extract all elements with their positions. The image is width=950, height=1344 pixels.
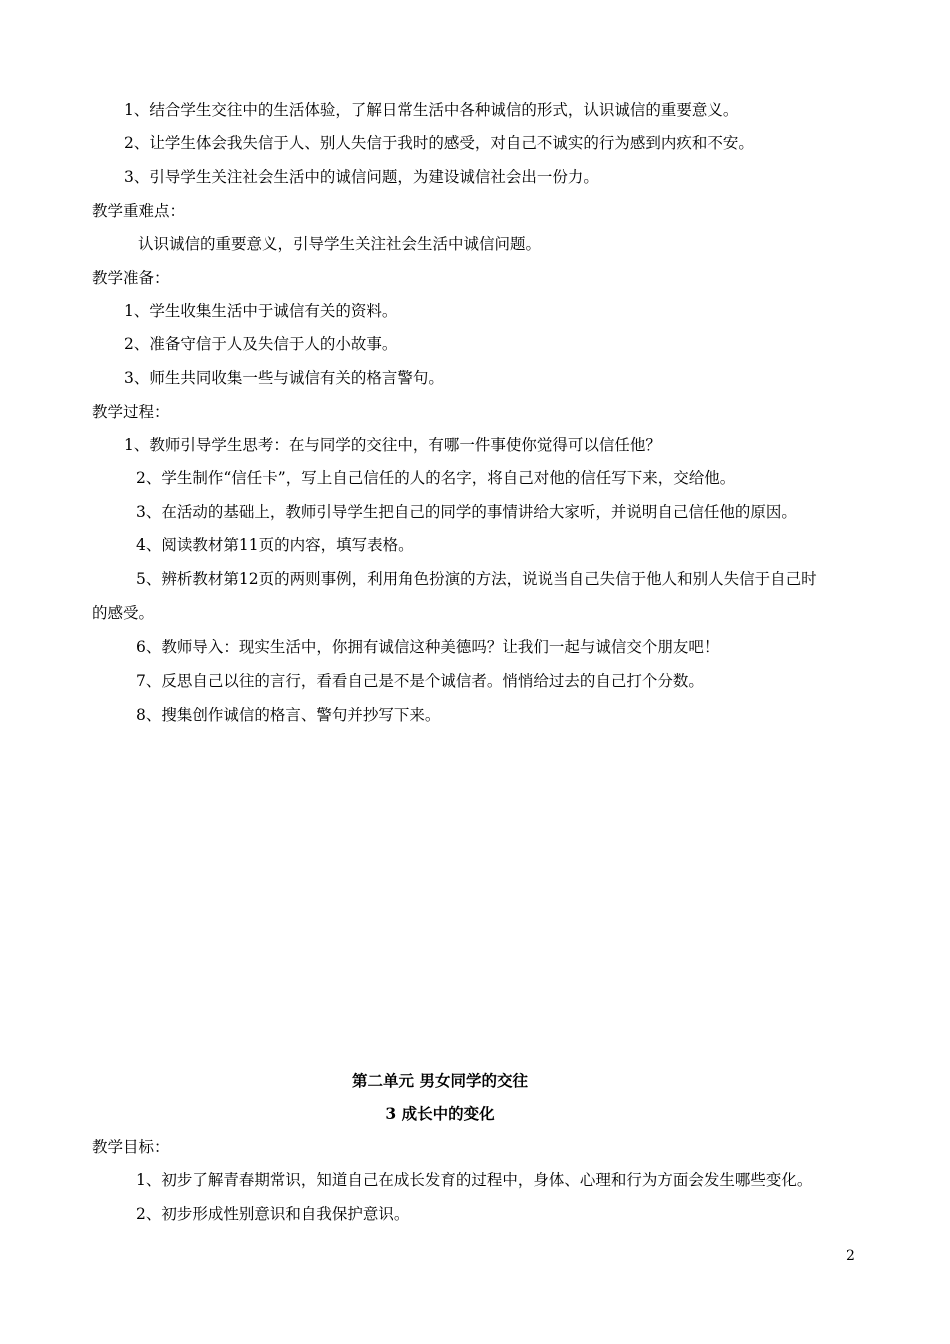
preparation-heading: 教学准备： [92,269,170,287]
page-number: 2 [846,1248,855,1264]
process-item-5: 5、辨析教材第12页的两则事例，利用角色扮演的方法，说说当自己失信于他人和别人失信于自己时 [136,570,817,588]
process-item-6: 6、教师导入：现实生活中，你拥有诚信这种美德吗？让我们一起与诚信交个朋友吧！ [136,638,720,656]
preparation-item-1: 1、学生收集生活中于诚信有关的资料。 [124,302,398,320]
unit2-goal-item-2: 2、初步形成性别意识和自我保护意识。 [136,1205,410,1223]
preparation-item-2: 2、准备守信于人及失信于人的小故事。 [124,335,398,353]
key-points-heading: 教学重难点： [92,202,186,220]
unit-title: 第二单元 男女同学的交往 [352,1071,528,1090]
process-item-3: 3、在活动的基础上，教师引导学生把自己的同学的事情讲给大家听，并说明自己信任他的原因。 [136,503,797,521]
unit2-goal-item-1: 1、初步了解青春期常识，知道自己在成长发育的过程中，身体、心理和行为方面会发生哪些变化。 [136,1171,813,1189]
process-item-4: 4、阅读教材第11页的内容，填写表格。 [136,536,414,554]
process-item-8: 8、搜集创作诚信的格言、警句并抄写下来。 [136,706,441,724]
unit2-goals-heading: 教学目标： [92,1138,170,1156]
preparation-item-3: 3、师生共同收集一些与诚信有关的格言警句。 [124,369,444,387]
process-item-7: 7、反思自己以往的言行，看看自己是不是个诚信者。悄悄给过去的自己打个分数。 [136,672,704,690]
goal-item-2: 2、让学生体会我失信于人、别人失信于我时的感受，对自己不诚实的行为感到内疚和不安。 [124,134,754,152]
key-points-text: 认识诚信的重要意义，引导学生关注社会生活中诚信问题。 [138,235,542,253]
goal-item-3: 3、引导学生关注社会生活中的诚信问题，为建设诚信社会出一份力。 [124,168,599,186]
process-item-2: 2、学生制作“信任卡”，写上自己信任的人的名字，将自己对他的信任写下来，交给他。 [136,469,736,487]
process-heading: 教学过程： [92,403,170,421]
process-item-1: 1、教师引导学生思考：在与同学的交往中，有哪一件事使你觉得可以信任他？ [124,436,661,454]
goal-item-1: 1、结合学生交往中的生活体验，了解日常生活中各种诚信的形式，认识诚信的重要意义。 [124,101,739,119]
process-item-5-continued: 的感受。 [92,604,155,622]
lesson-title: 3 成长中的变化 [385,1104,495,1123]
